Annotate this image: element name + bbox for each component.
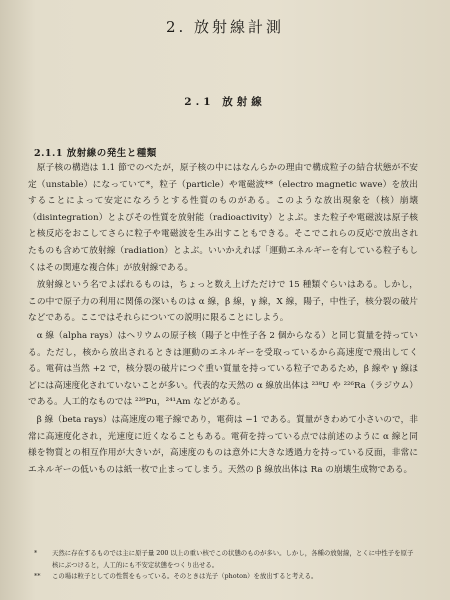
subsection-title: 2.1.1 放射線の発生と種類 [34, 148, 157, 159]
footnote [34, 548, 418, 571]
body-text [28, 160, 418, 479]
section-title: 2.1 放射線 [184, 96, 266, 108]
footnotes [34, 548, 418, 583]
footnote-text: この場は粒子としての性質をもっている。そのときは光子（photon）を放出すると考える。 [52, 572, 318, 580]
footnote-text: 天然に存在するものでは主に原子量 200 以上の重い核でこの状態のものが多い。しかし，各種の放射線，とくに中性子を原子核にぶつけると，人工的にも不安定状態をつくり出せる。 [52, 549, 414, 569]
paragraph: β 線（beta rays）は高速度の電子線であり，電荷は −1 である。質量がきわめて小さいので，非常に高速度化され，光速度に近くなることもある。電荷を持っている点では前述のように α 線と同様を物質との相互作用が大きいが，高速度のものは意外に大きな透過力を持っている反面，非常にエネルギーの低いものは紙一枚で止まってしまう。天然の β 線放出体は Ra の崩壊生成物である。 [28, 414, 419, 475]
footnote-mark: ** [34, 572, 41, 580]
footnote [34, 571, 418, 583]
footnote-mark: * [34, 549, 38, 557]
chapter-title: 2. 放射線計測 [165, 18, 285, 36]
paragraph: 原子核の構造は 1.1 節でのべたが，原子核の中にはなんらかの理由で構成粒子の結合状態が不安定（unstable）になっていて*，粒子（particle）や電磁波**（electro magnetic wave）を放出することによって安定になろうとする性質のものがある。このような放出現象を（核）崩壊（disintegration）とよびその性質を放射能（radioactivity）とよぶ。また粒子や電磁波は原子核と核反応をおこしてさらに粒子や電磁波を生み出すこともできる。そこでこれらの反応で放出されたものも含めて放射線（radiation）とよぶ。いいかえれば「運動エネルギーを有している粒子もしくはその関連な複合体」が放射線である。 [28, 163, 418, 273]
paragraph: 放射線という名でよばれるものは，ちょっと数え上げただけで 15 種類ぐらいはある。しかし，この中で原子力の利用に関係の深いものは α 線，β 線，γ 線，X 線，陽子，中性子，核分裂の破片などである。ここではそれらについての説明に限ることにしよう。 [28, 280, 418, 324]
paragraph: α 線（alpha rays）はヘリウムの原子核（陽子と中性子各 2 個からなる）と同じ質量を持っている。ただし，核から放出されるときは運動のエネルギーを受取っているから高速度で飛出してくる。電荷は当然 +2 で，核分裂の破片につぐ重い質量を持っている粒子であるため，β 線や γ 線ほどには高速度化されていないことが多い。代表的な天然の α 線放出体は ²³⁸U や ²²⁶Ra（ラジウム）である。人工的なものでは ²³⁹Pu，²⁴¹Am などがある。 [28, 330, 418, 408]
